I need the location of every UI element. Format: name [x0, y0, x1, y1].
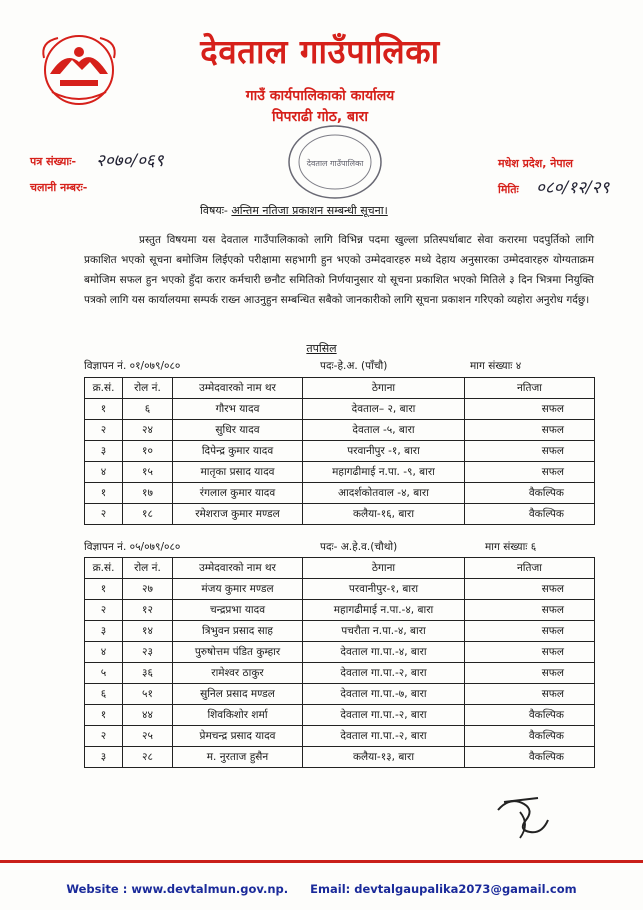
- roll-cell: १८: [123, 504, 173, 525]
- annex-title: तपसिल: [306, 342, 337, 355]
- address-cell: महागढीमाई न.पा.-४, बारा: [303, 600, 465, 621]
- column-header: रोल नं.: [123, 558, 173, 579]
- serial-cell: ३: [85, 621, 123, 642]
- result-cell: सफल: [465, 420, 595, 441]
- office-subtitle: गाउँ कार्यपालिकाको कार्यालय: [245, 88, 395, 104]
- result-cell: सफल: [465, 399, 595, 420]
- footer-divider: [0, 860, 643, 863]
- table-row: [85, 663, 595, 684]
- subject-line: [200, 203, 388, 218]
- address-cell: आदर्शकोतवाल -४, बारा: [303, 483, 465, 504]
- reference-label: पत्र संख्याः-: [30, 155, 77, 168]
- name-cell: शिवकिशोर शर्मा: [173, 705, 303, 726]
- roll-cell: २५: [123, 726, 173, 747]
- name-cell: पुरुषोत्तम पंडित कुम्हार: [173, 642, 303, 663]
- footer: [0, 882, 643, 896]
- roll-cell: १२: [123, 600, 173, 621]
- name-cell: रंगलाल कुमार यादव: [173, 483, 303, 504]
- address-cell: परवानीपुर -१, बारा: [303, 441, 465, 462]
- emblem-logo: [30, 30, 128, 110]
- result-cell: सफल: [465, 621, 595, 642]
- result-cell: वैकल्पिक: [465, 747, 595, 768]
- address-cell: परवानीपुर-१, बारा: [303, 579, 465, 600]
- table-header-row: [85, 378, 595, 399]
- serial-cell: ३: [85, 441, 123, 462]
- footer-website: Website : www.devtalmun.gov.np.: [66, 882, 289, 896]
- roll-cell: १५: [123, 462, 173, 483]
- address-cell: पचरौता न.पा.-४, बारा: [303, 621, 465, 642]
- advertisement-number: विज्ञापन नं. ०५/०७९/०८०: [84, 541, 181, 553]
- serial-cell: १: [85, 483, 123, 504]
- address-cell: कलैया-१६, बारा: [303, 504, 465, 525]
- subject-prefix: विषयः-: [200, 204, 228, 217]
- serial-cell: ६: [85, 684, 123, 705]
- results-table-1: [84, 377, 595, 525]
- roll-cell: १४: [123, 621, 173, 642]
- table-row: [85, 504, 595, 525]
- serial-cell: २: [85, 726, 123, 747]
- office-name: देवताल गाउँपालिका: [200, 32, 440, 71]
- table-header-row: [85, 558, 595, 579]
- column-header: नतिजा: [465, 378, 595, 399]
- table-row: [85, 483, 595, 504]
- office-address: पिपराढी गोठ, बारा: [271, 109, 369, 125]
- address-cell: कलैया-१३, बारा: [303, 747, 465, 768]
- roll-cell: २४: [123, 420, 173, 441]
- date-value: ०८०/१२/२९: [536, 178, 610, 198]
- column-header: ठेगाना: [303, 378, 465, 399]
- serial-cell: २: [85, 600, 123, 621]
- advertisement-number: विज्ञापन नं. ०१/०७९/०८०: [84, 360, 181, 372]
- roll-cell: २८: [123, 747, 173, 768]
- serial-cell: १: [85, 399, 123, 420]
- result-cell: सफल: [465, 462, 595, 483]
- serial-cell: ५: [85, 663, 123, 684]
- serial-cell: २: [85, 420, 123, 441]
- result-cell: वैकल्पिक: [465, 504, 595, 525]
- address-cell: देवताल– २, बारा: [303, 399, 465, 420]
- table-row: [85, 705, 595, 726]
- name-cell: रामेश्वर ठाकुर: [173, 663, 303, 684]
- result-cell: सफल: [465, 600, 595, 621]
- demand-count: माग संख्याः ४: [470, 360, 522, 372]
- stamp-text: देवताल गाउँपालिका: [306, 159, 364, 168]
- address-cell: देवताल गा.पा.-२, बारा: [303, 663, 465, 684]
- table-row: [85, 726, 595, 747]
- demand-count: माग संख्याः ६: [485, 541, 537, 553]
- name-cell: गौरभ यादव: [173, 399, 303, 420]
- address-cell: देवताल गा.पा.-४, बारा: [303, 642, 465, 663]
- result-cell: वैकल्पिक: [465, 726, 595, 747]
- roll-cell: ५१: [123, 684, 173, 705]
- table-row: [85, 462, 595, 483]
- table-row: [85, 600, 595, 621]
- address-cell: देवताल गा.पा.-२, बारा: [303, 705, 465, 726]
- subject-text: अन्तिम नतिजा प्रकाशन सम्बन्धी सूचना।: [231, 204, 388, 217]
- column-header: उम्मेदवारको नाम थर: [173, 378, 303, 399]
- province-text: मधेश प्रदेश, नेपाल: [498, 157, 573, 170]
- result-cell: वैकल्पिक: [465, 705, 595, 726]
- serial-cell: १: [85, 705, 123, 726]
- address-cell: देवताल गा.पा.-२, बारा: [303, 726, 465, 747]
- name-cell: म. नुरताज हुसैन: [173, 747, 303, 768]
- name-cell: त्रिभुवन प्रसाद साह: [173, 621, 303, 642]
- roll-cell: २३: [123, 642, 173, 663]
- address-cell: देवताल गा.पा.-७, बारा: [303, 684, 465, 705]
- table-row: [85, 579, 595, 600]
- name-cell: प्रेमचन्द्र प्रसाद यादव: [173, 726, 303, 747]
- roll-cell: ३६: [123, 663, 173, 684]
- table-row: [85, 642, 595, 663]
- post-title: पदः-हे.अ. (पाँचौ): [320, 360, 388, 372]
- roll-cell: २७: [123, 579, 173, 600]
- serial-cell: ३: [85, 747, 123, 768]
- footer-email: Email: devtalgaupalika2073@gamail.com: [310, 882, 577, 896]
- name-cell: चन्द्रप्रभा यादव: [173, 600, 303, 621]
- address-cell: देवताल -५, बारा: [303, 420, 465, 441]
- table-row: [85, 441, 595, 462]
- column-header: नतिजा: [465, 558, 595, 579]
- result-cell: सफल: [465, 441, 595, 462]
- name-cell: सुधिर यादव: [173, 420, 303, 441]
- table-row: [85, 684, 595, 705]
- result-cell: सफल: [465, 684, 595, 705]
- serial-cell: १: [85, 579, 123, 600]
- result-cell: सफल: [465, 663, 595, 684]
- name-cell: दिपेन्द्र कुमार यादव: [173, 441, 303, 462]
- date-label: मितिः: [498, 183, 519, 196]
- roll-cell: ६: [123, 399, 173, 420]
- name-cell: मातृका प्रसाद यादव: [173, 462, 303, 483]
- result-cell: सफल: [465, 579, 595, 600]
- name-cell: सुनिल प्रसाद मण्डल: [173, 684, 303, 705]
- results-table-2: [84, 557, 595, 768]
- column-header: क्र.सं.: [85, 558, 123, 579]
- notice-body: प्रस्तुत विषयमा यस देवताल गाउँपालिकाको लागि विभिन्न पदमा खुल्ला प्रतिस्पर्धाबाट सेवा करारमा पदपुर्तिको लागि प्रकाशित भएको सूचना बमोजिम लिईएको परीक्षामा सहभागी हुन भएको उम्मेदवारहरु मध्ये देहाय अनुसारका उम्मेदवारहरु योग्यताक्रम बमोजिम सफल हुन भएको हुँदा करार कर्मचारी छनौट समितिको निर्णयानुसार यो सूचना प्रकाशित भएको मितिले ३ दिन भित्रमा नियुक्ति पत्रको लागि यस कार्यालयमा सम्पर्क राख्न आउनुहुन सम्बन्धित सबैको जानकारीको लागि सूचना प्रकाशन गरिएको व्यहोरा अनुरोध गर्दछु।: [84, 234, 594, 306]
- table-row: [85, 747, 595, 768]
- serial-cell: ४: [85, 462, 123, 483]
- result-cell: सफल: [465, 642, 595, 663]
- name-cell: रमेशराज कुमार मण्डल: [173, 504, 303, 525]
- office-stamp: [285, 122, 385, 202]
- column-header: उम्मेदवारको नाम थर: [173, 558, 303, 579]
- table-row: [85, 621, 595, 642]
- column-header: क्र.सं.: [85, 378, 123, 399]
- result-cell: वैकल्पिक: [465, 483, 595, 504]
- serial-cell: २: [85, 504, 123, 525]
- roll-cell: ४४: [123, 705, 173, 726]
- serial-cell: ४: [85, 642, 123, 663]
- name-cell: मंजय कुमार मण्डल: [173, 579, 303, 600]
- signature: [490, 790, 560, 845]
- dispatch-label: चलानी नम्बरः-: [30, 181, 88, 194]
- table-row: [85, 420, 595, 441]
- reference-value: २०७०/०६९: [96, 151, 164, 171]
- table-row: [85, 399, 595, 420]
- address-cell: महागढीमाई न.पा. -९, बारा: [303, 462, 465, 483]
- column-header: रोल नं.: [123, 378, 173, 399]
- roll-cell: १०: [123, 441, 173, 462]
- roll-cell: १७: [123, 483, 173, 504]
- post-title: पदः- अ.हे.व.(चौथो): [320, 541, 398, 553]
- column-header: ठेगाना: [303, 558, 465, 579]
